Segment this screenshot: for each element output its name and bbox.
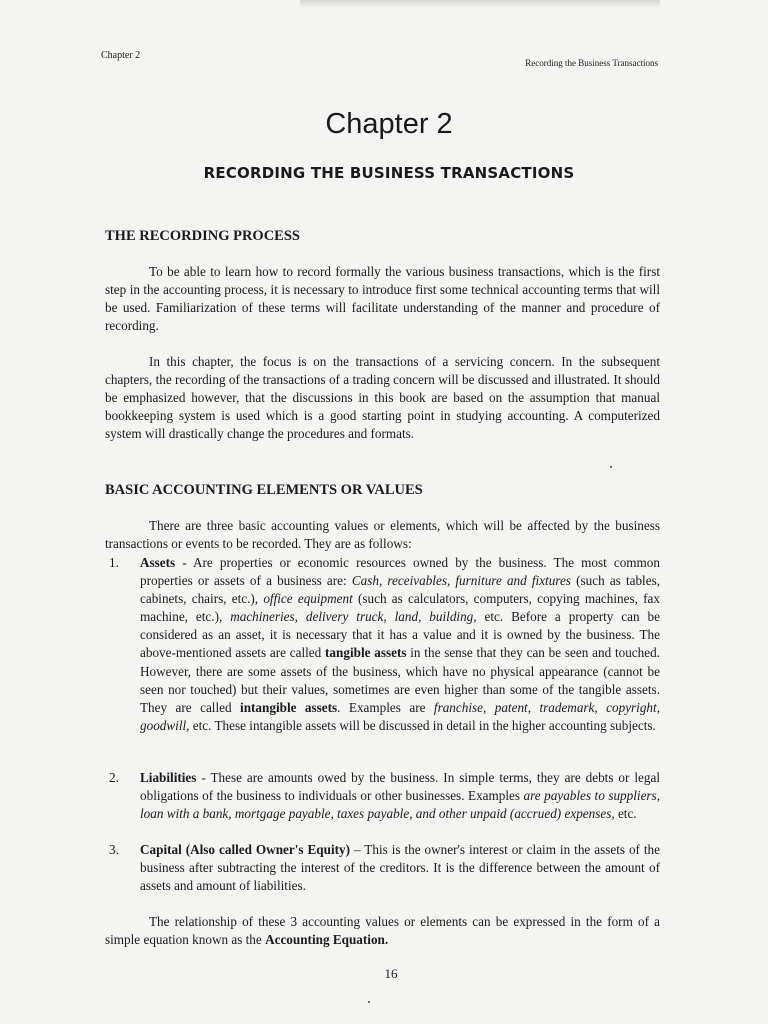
term-intangible-assets: intangible assets (240, 699, 338, 715)
text-run: (such as calculators, computers, copying machines, fax machine, etc.), (140, 591, 660, 625)
list-number: 1. (109, 555, 119, 570)
text-run: - These are amounts owed by the business. In simple terms, they are debts or legal obligations of the business to individuals or other businesses. Examples (140, 770, 660, 804)
term-liabilities: Liabilities (140, 770, 197, 785)
list-body (140, 769, 660, 823)
term-tangible-assets: tangible assets (325, 645, 407, 661)
list-body (140, 554, 660, 735)
paragraph-recording-intro: To be able to learn how to record formally the various business transactions, which is the first step in the accounting process, it is necessary to introduce first some technical accounting terms that will be used. Familiarization of these terms will facilitate understanding of the manner and procedure of recording. (105, 264, 660, 333)
text-run: etc. Before a property can be considered as an asset, it is necessary that it has a value and it is owned by the business. The above-mentioned assets are called (140, 609, 660, 661)
text-run: The relationship of these 3 accounting values or elements can be expressed in the form of a simple equation known as the (105, 914, 660, 947)
text-run: – This is the owner's interest or claim in the assets of the business after subtracting the interest of the creditors. It is the difference between the amount of assets and amount of liabilities. (140, 842, 661, 894)
text-run: . Examples are (337, 699, 434, 715)
scan-speck (368, 1001, 370, 1003)
list-item-liabilities (105, 769, 660, 823)
term-accounting-equation: Accounting Equation. (265, 932, 389, 947)
list-body (140, 841, 660, 895)
paragraph-accounting-equation (105, 913, 660, 949)
italic-examples: are payables to suppliers, loan with a bank, mortgage payable, taxes payable, and other unpaid (accrued) expenses, (140, 788, 660, 822)
term-capital: Capital (Also called Owner's Equity) (140, 842, 351, 857)
chapter-title: Chapter 2 (325, 108, 453, 140)
text-run: etc. These intangible assets will be discussed in detail in the higher accounting subjects. (189, 717, 656, 733)
italic-examples: Cash, receivables, furniture and fixtures (351, 573, 571, 589)
text-run: (such as tables, cabinets, chairs, etc.), (140, 573, 661, 607)
list-number: 2. (109, 770, 119, 785)
running-header-right: Recording the Business Transactions (525, 58, 658, 68)
paragraph-elements-intro: There are three basic accounting values or elements, which will be affected by the business transactions or events to be recorded. They are as follows: (105, 518, 660, 551)
page-number: 16 (384, 966, 398, 981)
section-heading-recording-process: THE RECORDING PROCESS (105, 228, 300, 244)
list-item-assets (105, 554, 660, 735)
scan-speck (610, 466, 612, 468)
list-item-capital (105, 841, 660, 895)
term-assets: Assets (140, 555, 176, 570)
italic-examples: machineries, delivery truck, land, building, (230, 609, 477, 625)
chapter-subtitle: RECORDING THE BUSINESS TRANSACTIONS (203, 164, 575, 182)
italic-examples: franchise, patent, trademark, copyright, goodwill, (140, 699, 660, 733)
text-run: in the sense that they can be seen and touched. However, there are some assets of the business, which have no physical appearance (cannot be seen nor touched) but their values, sometimes are even higher than some of the tangible assets. They are called (140, 645, 660, 715)
text-run: - Are properties or economic resources owned by the business. The most common properties or assets of a business are: (140, 555, 660, 589)
text-run: etc. (614, 806, 637, 822)
italic-examples: office equipment (263, 591, 353, 607)
paragraph-servicing-concern: In this chapter, the focus is on the transactions of a servicing concern. In the subsequent chapters, the recording of the transactions of a trading concern will be discussed and illustrated. It should be emphasized however, that the discussions in this book are based on the assumption that manual bookkeeping system is used which is a good starting point in studying accounting. A computerized system will drastically change the procedures and formats. (105, 354, 660, 441)
section-heading-basic-elements: BASIC ACCOUNTING ELEMENTS OR VALUES (105, 482, 423, 498)
running-header-left: Chapter 2 (101, 50, 141, 61)
list-number: 3. (109, 842, 119, 857)
scan-shadow (300, 0, 660, 8)
